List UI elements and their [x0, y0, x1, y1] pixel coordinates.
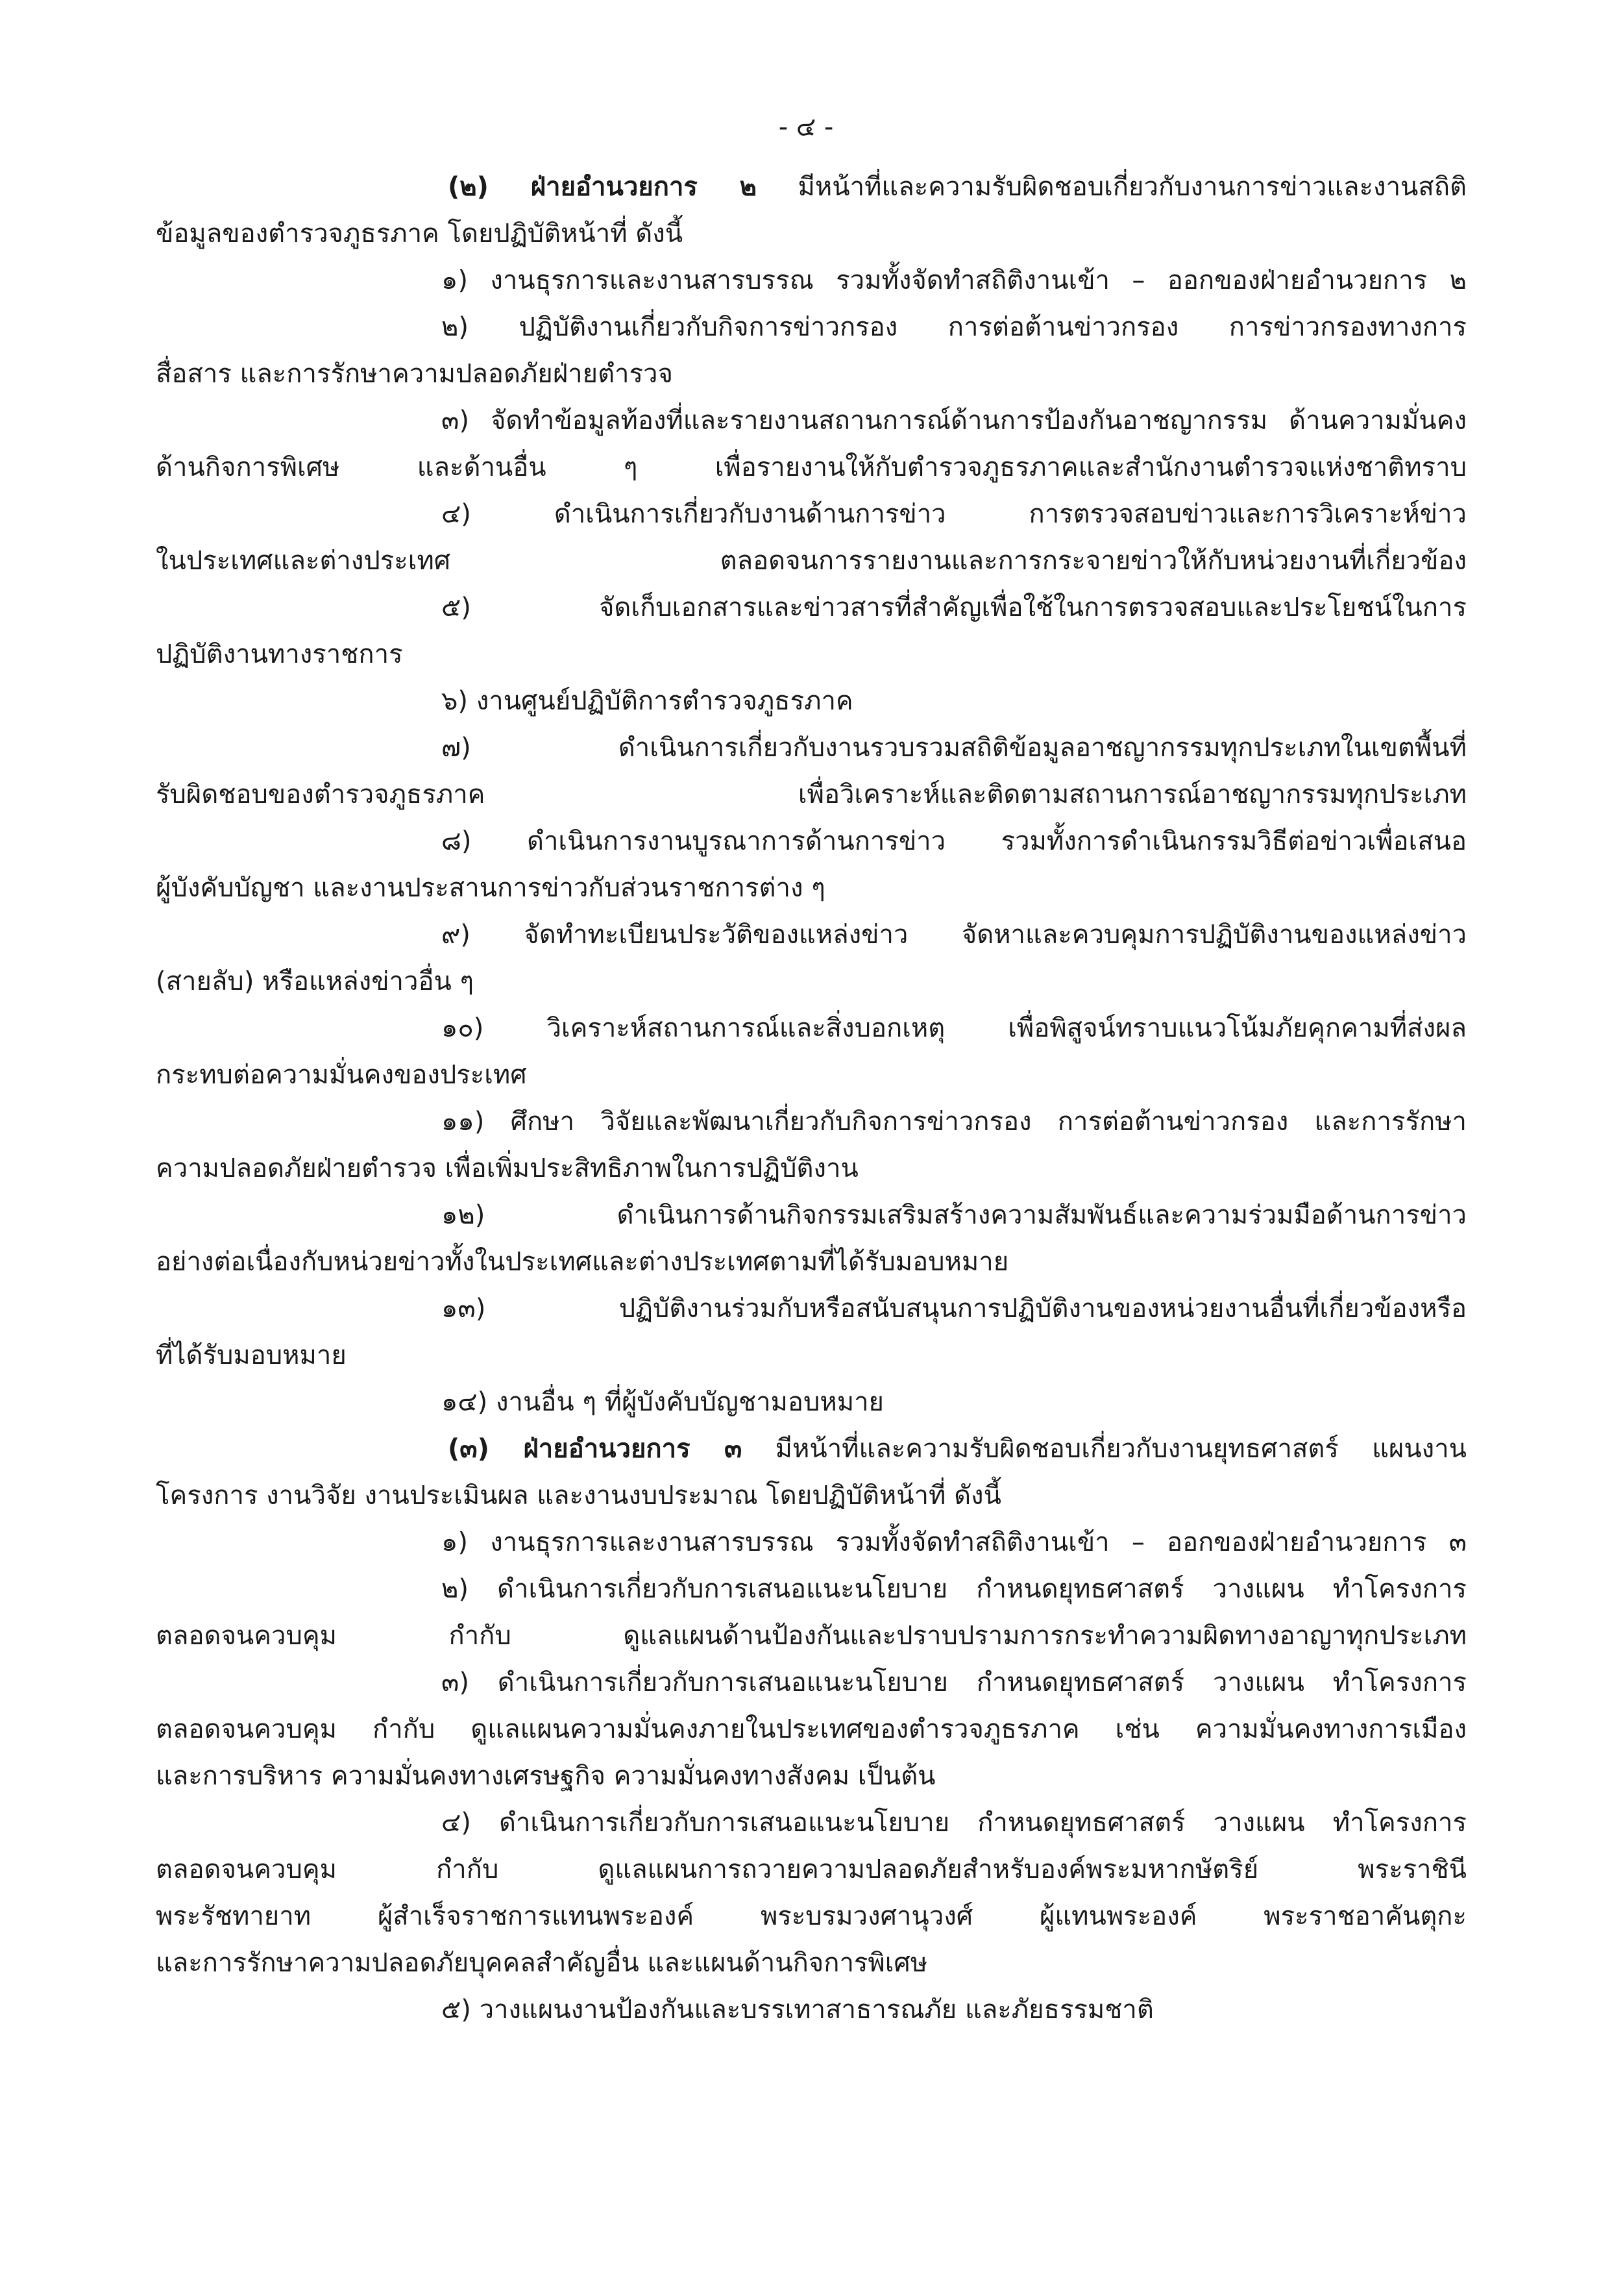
list-item: ๑) งานธุรการและงานสารบรรณ รวมทั้งจัดทำสถิติงานเข้า – ออกของฝ่ายอำนวยการ ๓ — [441, 1527, 1467, 1557]
list-item-continuation: ปฏิบัติงานทางราชการ — [156, 639, 403, 669]
list-item: ๖) งานศูนย์ปฏิบัติการตำรวจภูธรภาค — [441, 686, 853, 716]
list-item: ๕) วางแผนงานป้องกันและบรรเทาสาธารณภัย และภัยธรรมชาติ — [441, 1995, 1154, 2025]
section-2-title: (๒) ฝ่ายอำนวยการ ๒ — [448, 172, 757, 202]
list-item: ๑๔) งานอื่น ๆ ที่ผู้บังคับบัญชามอบหมาย — [441, 1387, 884, 1417]
list-item-continuation: และการบริหาร ความมั่นคงทางเศรษฐกิจ ความมั่นคงทางสังคม เป็นต้น — [156, 1761, 936, 1791]
list-item: ๑๑) ศึกษา วิจัยและพัฒนาเกี่ยวกับกิจการข่าวกรอง การต่อต้านข่าวกรอง และการรักษา — [441, 1107, 1467, 1137]
section-2-desc: มีหน้าที่และความรับผิดชอบเกี่ยวกับงานการข่าวและงานสถิติ — [757, 172, 1467, 202]
list-item: ๘) ดำเนินการงานบูรณาการด้านการข่าว รวมทั้งการดำเนินกรรมวิธีต่อข่าวเพื่อเสนอ — [441, 826, 1467, 856]
list-item-continuation: ผู้บังคับบัญชา และงานประสานการข่าวกับส่วนราชการต่าง ๆ — [156, 873, 825, 903]
list-item: ๔) ดำเนินการเกี่ยวกับการเสนอแนะนโยบาย กำหนดยุทธศาสตร์ วางแผน ทำโครงการ — [441, 1808, 1467, 1838]
list-item: ๒) ดำเนินการเกี่ยวกับการเสนอแนะนโยบาย กำหนดยุทธศาสตร์ วางแผน ทำโครงการ — [441, 1574, 1467, 1604]
document-body — [156, 164, 1467, 2033]
list-item: ๑๒) ดำเนินการด้านกิจกรรมเสริมสร้างความสัมพันธ์และความร่วมมือด้านการข่าว — [441, 1200, 1467, 1230]
section-2-heading — [156, 164, 1467, 210]
list-item: ๑๐) วิเคราะห์สถานการณ์และสิ่งบอกเหตุ เพื่อพิสูจน์ทราบแนวโน้มภัยคุกคามที่ส่งผล — [441, 1013, 1467, 1043]
list-item-continuation: ด้านกิจการพิเศษ และด้านอื่น ๆ เพื่อรายงานให้กับตำรวจภูธรภาคและสำนักงานตำรวจแห่งชาติทราบ — [156, 452, 1467, 482]
list-item-continuation: ที่ได้รับมอบหมาย — [156, 1340, 347, 1370]
list-item: ๒) ปฏิบัติงานเกี่ยวกับกิจการข่าวกรอง การต่อต้านข่าวกรอง การข่าวกรองทางการ — [441, 312, 1467, 342]
page-number: - ๔ - — [778, 112, 834, 142]
list-item-continuation: กระทบต่อความมั่นคงของประเทศ — [156, 1060, 527, 1090]
list-item-continuation: สื่อสาร และการรักษาความปลอดภัยฝ่ายตำรวจ — [156, 359, 673, 389]
section-3-title: (๓) ฝ่ายอำนวยการ ๓ — [448, 1434, 742, 1464]
list-item: ๑) งานธุรการและงานสารบรรณ รวมทั้งจัดทำสถิติงานเข้า – ออกของฝ่ายอำนวยการ ๒ — [441, 265, 1467, 295]
list-item-continuation: รับผิดชอบของตำรวจภูธรภาค เพื่อวิเคราะห์และติดตามสถานการณ์อาชญากรรมทุกประเภท — [156, 780, 1467, 809]
list-item-continuation: ตลอดจนควบคุม กำกับ ดูแลแผนความมั่นคงภายในประเทศของตำรวจภูธรภาค เช่น ความมั่นคงทางการเมือง — [156, 1714, 1467, 1744]
list-item-continuation: ตลอดจนควบคุม กำกับ ดูแลแผนด้านป้องกันและปราบปรามการกระทำความผิดทางอาญาทุกประเภท — [156, 1621, 1467, 1651]
list-item-continuation: อย่างต่อเนื่องกับหน่วยข่าวทั้งในประเทศและต่างประเทศตามที่ได้รับมอบหมาย — [156, 1247, 1009, 1277]
list-item: ๕) จัดเก็บเอกสารและข่าวสารที่สำคัญเพื่อใช้ในการตรวจสอบและประโยชน์ในการ — [441, 593, 1467, 623]
list-item: ๗) ดำเนินการเกี่ยวกับงานรวบรวมสถิติข้อมูลอาชญากรรมทุกประเภทในเขตพื้นที่ — [441, 733, 1467, 763]
section-3-heading — [156, 1426, 1467, 1472]
list-item: ๙) จัดทำทะเบียนประวัติของแหล่งข่าว จัดหาและควบคุมการปฏิบัติงานของแหล่งข่าว — [441, 920, 1467, 950]
list-item-continuation: พระรัชทายาท ผู้สำเร็จราชการแทนพระองค์ พระบรมวงศานุวงศ์ ผู้แทนพระองค์ พระราชอาคันตุกะ — [156, 1901, 1467, 1931]
list-item-continuation: ตลอดจนควบคุม กำกับ ดูแลแผนการถวายความปลอดภัยสำหรับองค์พระมหากษัตริย์ พระราชินี — [156, 1855, 1467, 1884]
list-item-continuation: ในประเทศและต่างประเทศ ตลอดจนการรายงานและการกระจายข่าวให้กับหน่วยงานที่เกี่ยวข้อง — [156, 546, 1467, 576]
list-item: ๔) ดำเนินการเกี่ยวกับงานด้านการข่าว การตรวจสอบข่าวและการวิเคราะห์ข่าว — [441, 499, 1467, 529]
section-3-desc: มีหน้าที่และความรับผิดชอบเกี่ยวกับงานยุทธศาสตร์ แผนงาน — [742, 1434, 1467, 1464]
section-2-intro: ข้อมูลของตำรวจภูธรภาค โดยปฏิบัติหน้าที่ ดังนี้ — [156, 219, 683, 249]
list-item-continuation: (สายลับ) หรือแหล่งข่าวอื่น ๆ — [156, 967, 474, 996]
list-item-continuation: และการรักษาความปลอดภัยบุคคลสำคัญอื่น และแผนด้านกิจการพิเศษ — [156, 1948, 928, 1978]
list-item: ๓) ดำเนินการเกี่ยวกับการเสนอแนะนโยบาย กำหนดยุทธศาสตร์ วางแผน ทำโครงการ — [441, 1668, 1467, 1697]
list-item: ๑๓) ปฏิบัติงานร่วมกับหรือสนับสนุนการปฏิบัติงานของหน่วยงานอื่นที่เกี่ยวข้องหรือ — [441, 1294, 1467, 1324]
list-item: ๓) จัดทำข้อมูลท้องที่และรายงานสถานการณ์ด้านการป้องกันอาชญากรรม ด้านความมั่นคง — [441, 406, 1467, 436]
list-item-continuation: ความปลอดภัยฝ่ายตำรวจ เพื่อเพิ่มประสิทธิภาพในการปฏิบัติงาน — [156, 1154, 859, 1183]
section-3-intro: โครงการ งานวิจัย งานประเมินผล และงานงบประมาณ โดยปฏิบัติหน้าที่ ดังนี้ — [156, 1481, 1001, 1511]
